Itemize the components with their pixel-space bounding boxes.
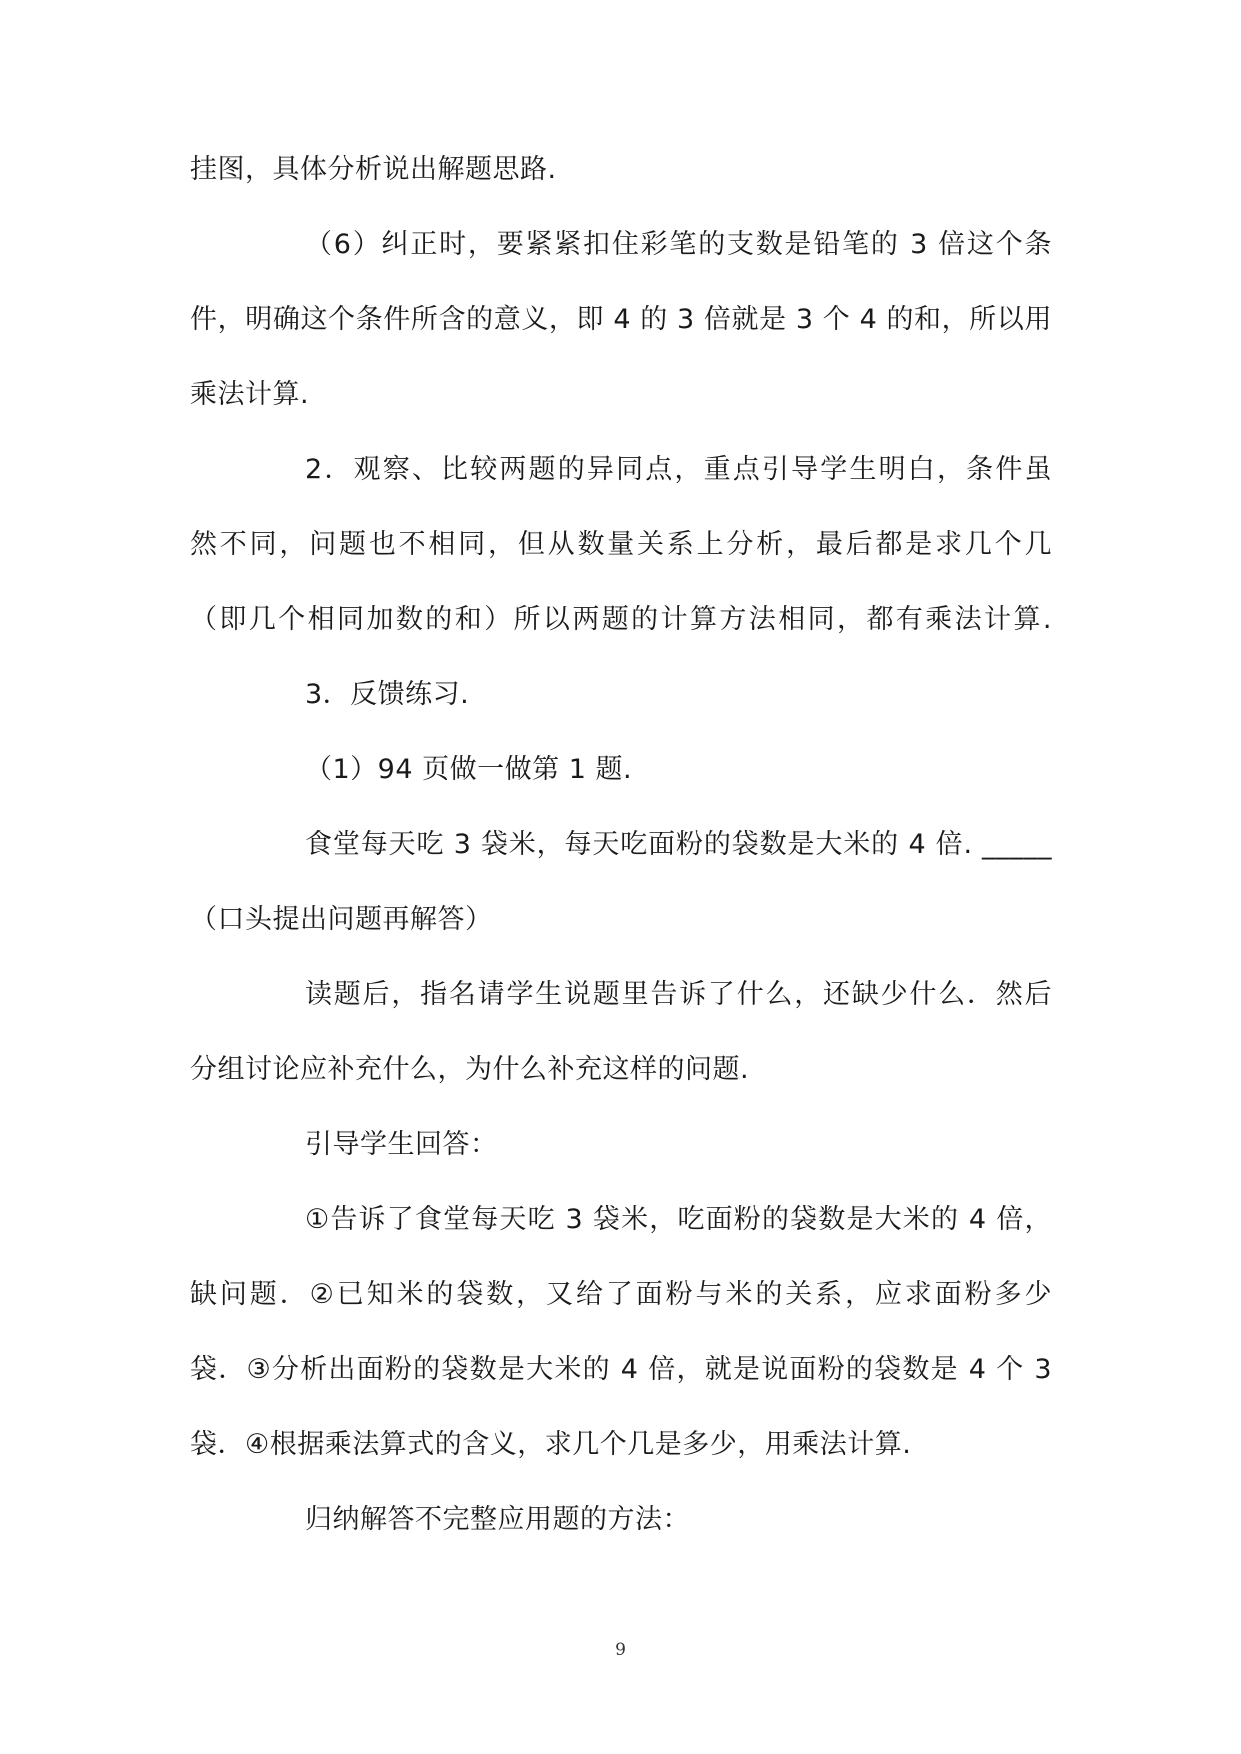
- text-line-10: 食堂每天吃 3 袋米，每天吃面粉的袋数是大米的 4 倍. _____: [305, 829, 1052, 860]
- text-line-5: 2．观察、比较两题的异同点，重点引导学生明白，条件虽: [305, 454, 1052, 485]
- text-line-6: 然不同，问题也不相同，但从数量关系上分析，最后都是求几个几: [190, 529, 1052, 560]
- text-line-12: 读题后，指名请学生说题里告诉了什么，还缺少什么．然后: [305, 979, 1052, 1010]
- text-line-19: 归纳解答不完整应用题的方法：: [305, 1504, 690, 1535]
- text-line-14: 引导学生回答：: [305, 1129, 498, 1160]
- text-line-3: 件，明确这个条件所含的意义，即 4 的 3 倍就是 3 个 4 的和，所以用: [190, 304, 1052, 335]
- text-line-13: 分组讨论应补充什么，为什么补充这样的问题.: [190, 1054, 750, 1085]
- text-line-2: （6）纠正时，要紧紧扣住彩笔的支数是铅笔的 3 倍这个条: [305, 229, 1052, 260]
- text-line-18: 袋．④根据乘法算式的含义，求几个几是多少，用乘法计算.: [190, 1429, 912, 1460]
- text-line-15: ①告诉了食堂每天吃 3 袋米，吃面粉的袋数是大米的 4 倍，: [305, 1204, 1052, 1235]
- text-line-16: 缺问题．②已知米的袋数，又给了面粉与米的关系，应求面粉多少: [190, 1279, 1052, 1310]
- text-line-4: 乘法计算.: [190, 379, 310, 410]
- text-line-17: 袋．③分析出面粉的袋数是大米的 4 倍，就是说面粉的袋数是 4 个 3: [190, 1354, 1052, 1385]
- text-line-9: （1）94 页做一做第 1 题.: [305, 754, 633, 785]
- text-line-11: （口头提出问题再解答）: [190, 904, 493, 935]
- page-number: 9: [615, 1640, 626, 1660]
- text-line-7: （即几个相同加数的和）所以两题的计算方法相同，都有乘法计算.: [190, 604, 1052, 635]
- text-line-1: 挂图，具体分析说出解题思路.: [190, 154, 557, 185]
- text-line-8: 3．反馈练习.: [305, 679, 470, 710]
